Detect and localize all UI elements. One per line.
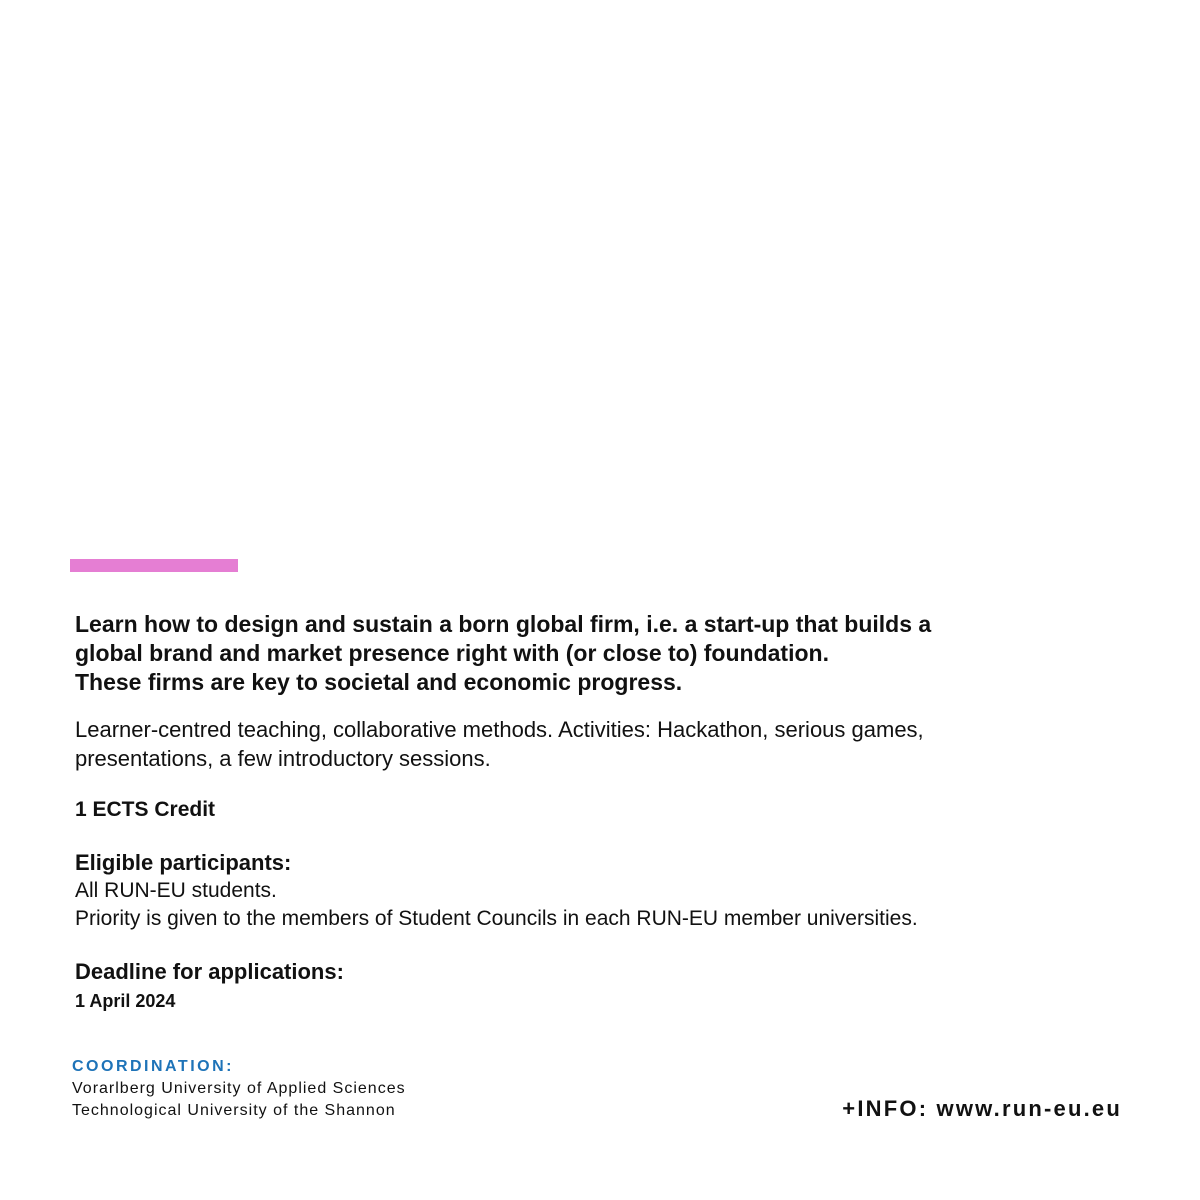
deadline-section [75,957,1075,1014]
intro-line: global brand and market presence right with (or close to) foundation. [75,640,829,666]
coordination-item: Vorarlberg University of Applied Sciences [72,1080,406,1097]
intro-line: These firms are key to societal and economic progress. [75,669,683,695]
accent-bar [70,559,238,572]
coordination-label: COORDINATION: [72,1058,234,1075]
activities-text: Learner-centred teaching, collaborative methods. Activities: Hackathon, serious games, presentations, a few introductory sessions. [75,717,924,771]
coordination-block [72,1056,406,1122]
eligibility-line: Priority is given to the members of Student Councils in each RUN-EU member universities. [75,907,918,930]
coordination-item: Technological University of the Shannon [72,1102,396,1119]
eligibility-title: Eligible participants: [75,850,292,875]
eligibility-line: All RUN-EU students. [75,879,277,902]
eligibility-section [75,848,1075,933]
intro-line: Learn how to design and sustain a born global firm, i.e. a start-up that builds a [75,611,932,637]
credits-text: 1 ECTS Credit [75,798,216,821]
info-link[interactable]: +INFO: www.run-eu.eu [842,1096,1122,1121]
deadline-title: Deadline for applications: [75,959,344,984]
intro-text [75,610,1035,697]
main-content [75,610,1075,1014]
deadline-value: 1 April 2024 [75,991,176,1011]
